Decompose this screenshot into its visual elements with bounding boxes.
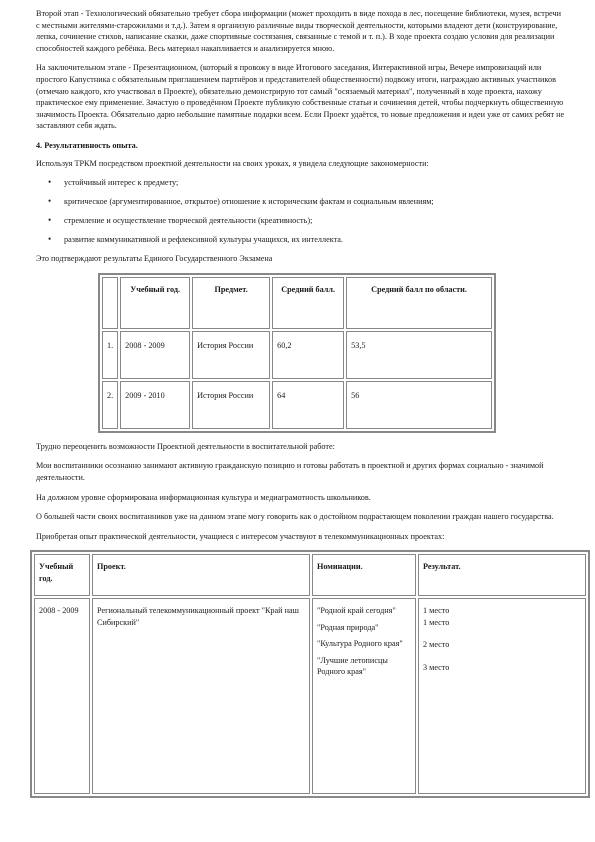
paragraph-generation: О большей части своих воспитанников уже на данном этапе могу говорить как о достойном подрастающем поколении граждан нашего государства.	[36, 512, 554, 522]
table-cell: 2009 - 2010	[120, 381, 190, 429]
nominations-cell	[312, 598, 416, 794]
list-item: • устойчивый интерес к предмету;	[64, 177, 565, 188]
table-cell: История России	[192, 331, 270, 379]
table-header-cell: Предмет.	[192, 277, 270, 329]
table-header-row	[102, 277, 492, 329]
result-item: 3 место	[423, 662, 450, 672]
table-cell	[102, 277, 118, 329]
paragraph-technological-stage: Второй этап - Технологический обязательно требует сбора информации (может проходить в виде похода в лес, посещение библиотеки, музея, встречи с местными жителями-старожилами и т.д.). Затем я организую различные виды творческой деятельности, которыми владеют дети (конструирование, лепка, сочинение стихов, написание сказки, даже спортивные состязания, связанные с темой и т. п.). В ходе проекта создаю условия для реализации способностей каждого ребёнка. Весь материал накапливается и анализируется мною.	[36, 9, 561, 53]
section-heading: 4. Результативность опыта.	[36, 140, 138, 150]
paragraph-exam: Это подтверждают результаты Единого Государственного Экзамена	[36, 254, 273, 264]
patterns-list	[36, 177, 565, 245]
table-cell: 2.	[102, 381, 118, 429]
paragraph-telecom-projects: Приобретая опыт практической деятельности, учащиеся с интересом участвуют в телекоммуникационных проектах:	[36, 531, 445, 541]
result-item: 2 место	[423, 640, 450, 650]
results-cell	[418, 598, 586, 794]
table-cell: 2008 - 2009	[120, 331, 190, 379]
nomination-item: "Лучшие летописцы Родного края"	[317, 655, 388, 676]
paragraph-trkm: Используя ТРКМ посредством проектной деятельности на своих уроках, я увидела следующие закономерности:	[36, 158, 429, 168]
table-cell: Региональный телекоммуникационный проект "Край наш Сибирский"	[92, 598, 310, 794]
table-header-cell: Средний балл.	[272, 277, 344, 329]
table-header-row	[34, 554, 586, 596]
exam-results-table	[98, 273, 496, 433]
table-cell: 2008 - 2009	[34, 598, 90, 794]
table-row	[34, 598, 586, 794]
table-header-cell: Проект.	[92, 554, 310, 596]
table-cell: 1.	[102, 331, 118, 379]
table-cell: 56	[346, 381, 492, 429]
table-row	[102, 331, 492, 379]
table-cell: 53,5	[346, 331, 492, 379]
list-item: • развитие коммуникативной и рефлексивной культуры учащихся, их интеллекта.	[64, 234, 565, 245]
nomination-item: "Родной край сегодня"	[317, 606, 396, 616]
list-item: • критическое (аргументированное, открытое) отношение к историческим фактам и социальным явлениям;	[64, 196, 565, 207]
paragraph-civic-position: Мои воспитанники осознанно занимают активную гражданскую позицию и готовы работать в проектной и других формах социально - значимой деятельности.	[36, 461, 544, 482]
table-header-cell: Результат.	[418, 554, 586, 596]
table-header-cell: Номинации.	[312, 554, 416, 596]
table-cell: История России	[192, 381, 270, 429]
nomination-item: "Родная природа"	[317, 622, 379, 632]
table-header-cell: Учебный год.	[34, 554, 90, 596]
list-item: • стремление и осуществление творческой деятельности (креативность);	[64, 215, 565, 226]
table-header-cell: Средний балл по области.	[346, 277, 492, 329]
table-row	[102, 381, 492, 429]
result-item: 1 место	[423, 606, 450, 616]
paragraph-presentation-stage: На заключительном этапе - Презентационном, (который я провожу в виде Итогового заседания, Интерактивной игры, Вечере импровизаций или простого Капустника с обязательным приглашением партнёров и представителей общественности) подвожу итоги, награждаю активных участников (отмечаю каждого, кто участвовал в Проекте), обязательно демонстрирую тот самый "осязаемый материал", полученный в ходе проекта, нахожу практическое ему применение. Зачастую о проведённом Проекте публикую собственные статьи и сочинения детей, чтобы подчеркнуть общественную значимость Проекта. Обязательно дарю небольшие памятные подарки всем. Если Проект удаётся, то новые предложения и идеи уже от самих ребят не заставляют себя ждать.	[36, 63, 565, 131]
result-item: 1 место	[423, 617, 450, 627]
table-header-cell: Учебный год.	[120, 277, 190, 329]
table-cell: 64	[272, 381, 344, 429]
paragraph-media-literacy: На должном уровне сформирована информационная культура и медиаграмотность школьников.	[36, 492, 371, 502]
nomination-item: "Культура Родного края"	[317, 639, 403, 649]
table-cell: 60,2	[272, 331, 344, 379]
projects-table	[30, 550, 590, 798]
paragraph-upbringing: Трудно переоценить возможности Проектной деятельности в воспитательной работе:	[36, 441, 335, 451]
